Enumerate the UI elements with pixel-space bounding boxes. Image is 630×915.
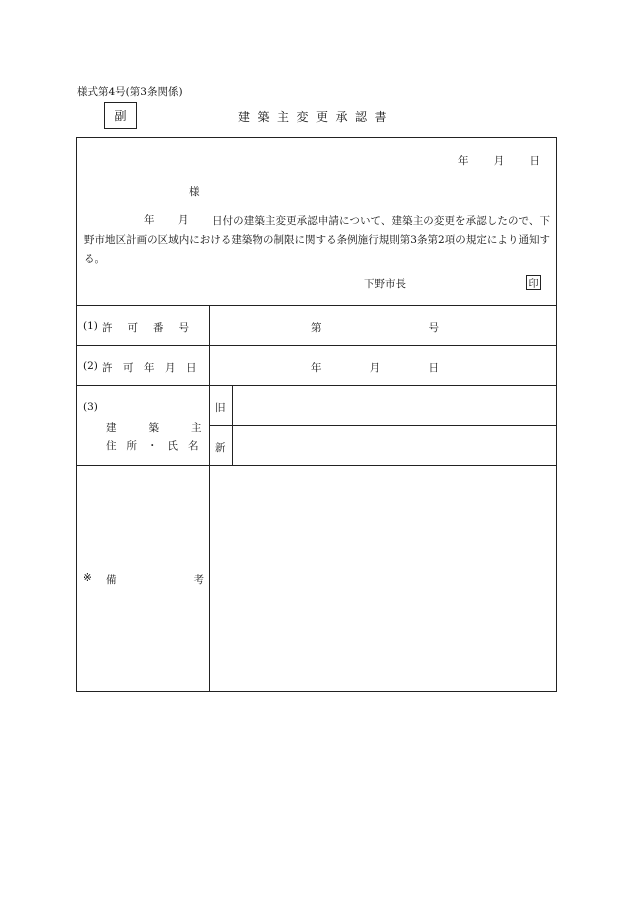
remarks-value[interactable] xyxy=(216,472,550,684)
divider xyxy=(76,385,557,386)
form-number: 様式第4号(第3条関係) xyxy=(77,86,183,98)
owner-new-label: 新 xyxy=(215,442,226,454)
divider xyxy=(76,465,557,466)
permit-date-year-label: 年 xyxy=(311,362,322,374)
addressee-suffix: 様 xyxy=(189,186,200,198)
issue-date-month-label: 月 xyxy=(493,155,505,167)
permit-number-field[interactable] xyxy=(311,320,439,335)
remarks-mark: ※ xyxy=(83,572,92,584)
document-title: 建築主変更承認書 xyxy=(238,110,395,124)
permit-number-suffix: 号 xyxy=(428,322,439,334)
copy-mark-box xyxy=(104,102,137,129)
owner-label-line2-text: 住所・氏名 xyxy=(106,440,209,452)
owner-new-value[interactable] xyxy=(240,440,548,456)
copy-mark: 副 xyxy=(114,109,127,123)
owner-label-line1 xyxy=(106,420,234,435)
permit-number-label xyxy=(102,320,204,335)
permit-date-num: (2) xyxy=(83,360,98,372)
issue-date-year-label: 年 xyxy=(458,155,469,167)
divider xyxy=(76,345,557,346)
issuer-name: 下野市長 xyxy=(364,278,406,290)
permit-number-num: (1) xyxy=(83,320,98,332)
owner-label-line1-text: 建築主 xyxy=(106,422,234,434)
body-date-year-label: 年 xyxy=(144,214,155,226)
divider xyxy=(76,305,557,306)
permit-date-label-text: 許可年月日 xyxy=(102,362,207,374)
owner-old-value[interactable] xyxy=(240,400,548,416)
issue-date-day-label: 日 xyxy=(529,155,540,167)
owner-old-label: 旧 xyxy=(215,402,226,414)
issue-date[interactable] xyxy=(458,153,540,168)
permit-number-prefix: 第 xyxy=(311,322,322,334)
owner-num: (3) xyxy=(83,401,98,413)
permit-date-field[interactable] xyxy=(311,360,439,375)
column-divider xyxy=(209,305,210,692)
body-date-month-label: 月 xyxy=(178,214,189,226)
divider xyxy=(209,425,557,426)
permit-number-label-text: 許可番号 xyxy=(102,322,204,334)
seal-mark xyxy=(526,275,541,290)
permit-date-day-label: 日 xyxy=(428,362,439,374)
remarks-label-text: 備考 xyxy=(106,574,281,586)
owner-label-line2 xyxy=(106,438,209,453)
body-text: 日付の建築主変更承認申請について、建築主の変更を承認したので、下野市地区計画の区域内における建築物の制限に関する条例施行規則第3条第2項の規定により通知する。 xyxy=(84,215,550,265)
permit-date-month-label: 月 xyxy=(369,362,381,374)
permit-date-label xyxy=(102,360,207,375)
body-paragraph xyxy=(84,212,550,269)
seal-label: 印 xyxy=(528,279,539,290)
